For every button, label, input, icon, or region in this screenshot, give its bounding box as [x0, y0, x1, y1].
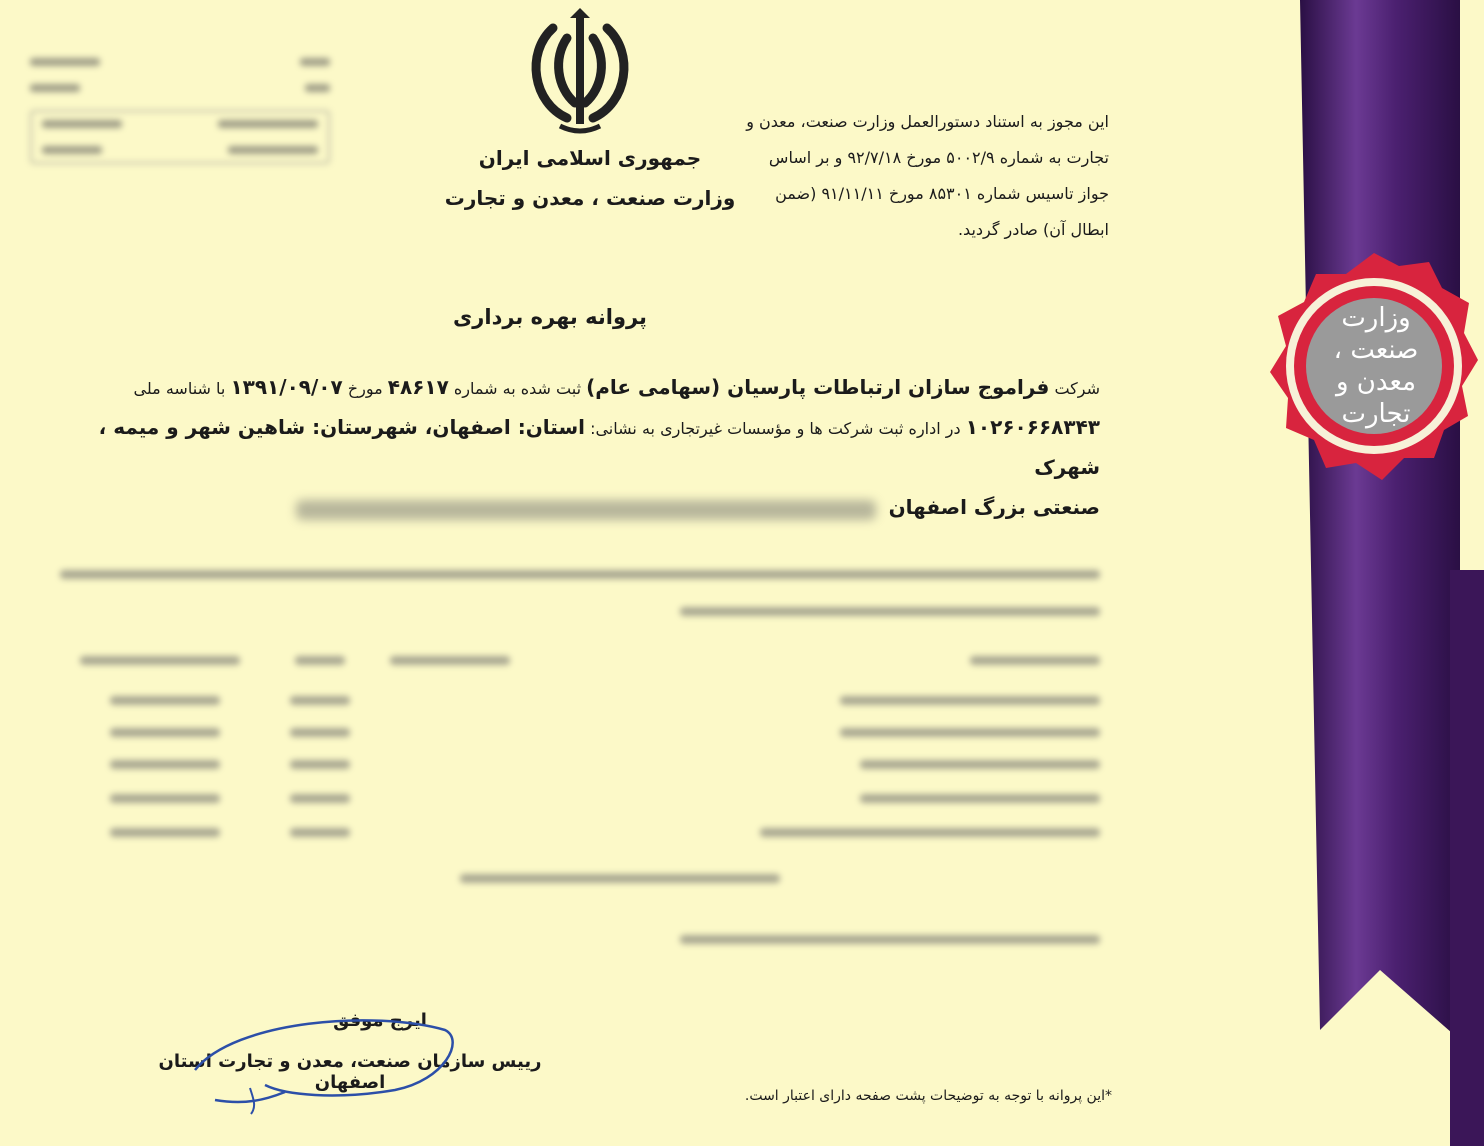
intro-paragraph — [689, 104, 1109, 248]
address-continued: صنعتی بزرگ اصفهان — [888, 495, 1100, 519]
body-line-1: شرکت فراموج سازان ارتباطات پارسیان (سهامی عام) ثبت شده به شماره ۴۸۶۱۷ مورخ ۱۳۹۱/۰۹/۰۷ با شناسه ملی — [133, 375, 1100, 399]
seal-line: وزارت — [1341, 303, 1411, 333]
body-line-2: ۱۰۲۶۰۶۶۸۳۴۳ در اداره ثبت شرکت ها و مؤسسات غیرتجاری به نشانی: استان: اصفهان، شهرستان: شاهین شهر و میمه ، شهرک — [98, 415, 1100, 479]
republic-title: جمهوری اسلامی ایران — [478, 146, 702, 170]
seal-line: معدن و — [1335, 367, 1417, 397]
address: استان: اصفهان، شهرستان: شاهین شهر و میمه ، شهرک — [98, 415, 1100, 479]
registration-number: ۴۸۶۱۷ — [387, 375, 449, 399]
ministry-title: وزارت صنعت ، معدن و تجارت — [444, 186, 736, 210]
iran-emblem-icon — [515, 8, 645, 138]
validity-footnote: *این پروانه با توجه به توضیحات پشت صفحه دارای اعتبار است. — [744, 1088, 1112, 1104]
national-id: ۱۰۲۶۰۶۶۸۳۴۳ — [965, 415, 1100, 439]
license-body — [60, 368, 1100, 528]
signatory-name: ایرج موفق — [333, 1010, 427, 1031]
blurred-reference-box — [30, 58, 330, 164]
seal-line: تجارت — [1341, 399, 1411, 429]
intro-line: این مجوز به استناد دستورالعمل وزارت صنعت، معدن و — [746, 112, 1109, 131]
seal-line: صنعت ، — [1333, 335, 1419, 365]
purple-ribbon-icon — [1300, 0, 1484, 1146]
intro-line: جواز تاسیس شماره ۸۵۳۰۱ مورخ ۹۱/۱۱/۱۱ (ضمن — [775, 184, 1109, 203]
signatory-title: رییس سازمان صنعت، معدن و تجارت استان اصفهان — [158, 1051, 542, 1093]
redacted-address — [296, 500, 876, 520]
registration-date: ۱۳۹۱/۰۹/۰۷ — [230, 375, 343, 399]
document-title: پروانه بهره برداری — [453, 305, 647, 329]
intro-line: تجارت به شماره ۵۰۰۲/۹ مورخ ۹۲/۷/۱۸ و بر اساس — [768, 148, 1109, 167]
handwritten-signature-icon — [175, 1000, 475, 1120]
ministry-seal — [1264, 248, 1484, 488]
blurred-product-section — [60, 570, 1100, 944]
intro-line: ابطال آن) صادر گردید. — [957, 220, 1109, 239]
company-name: فراموج سازان ارتباطات پارسیان (سهامی عام) — [586, 375, 1050, 399]
body-line-3 — [60, 488, 1100, 528]
